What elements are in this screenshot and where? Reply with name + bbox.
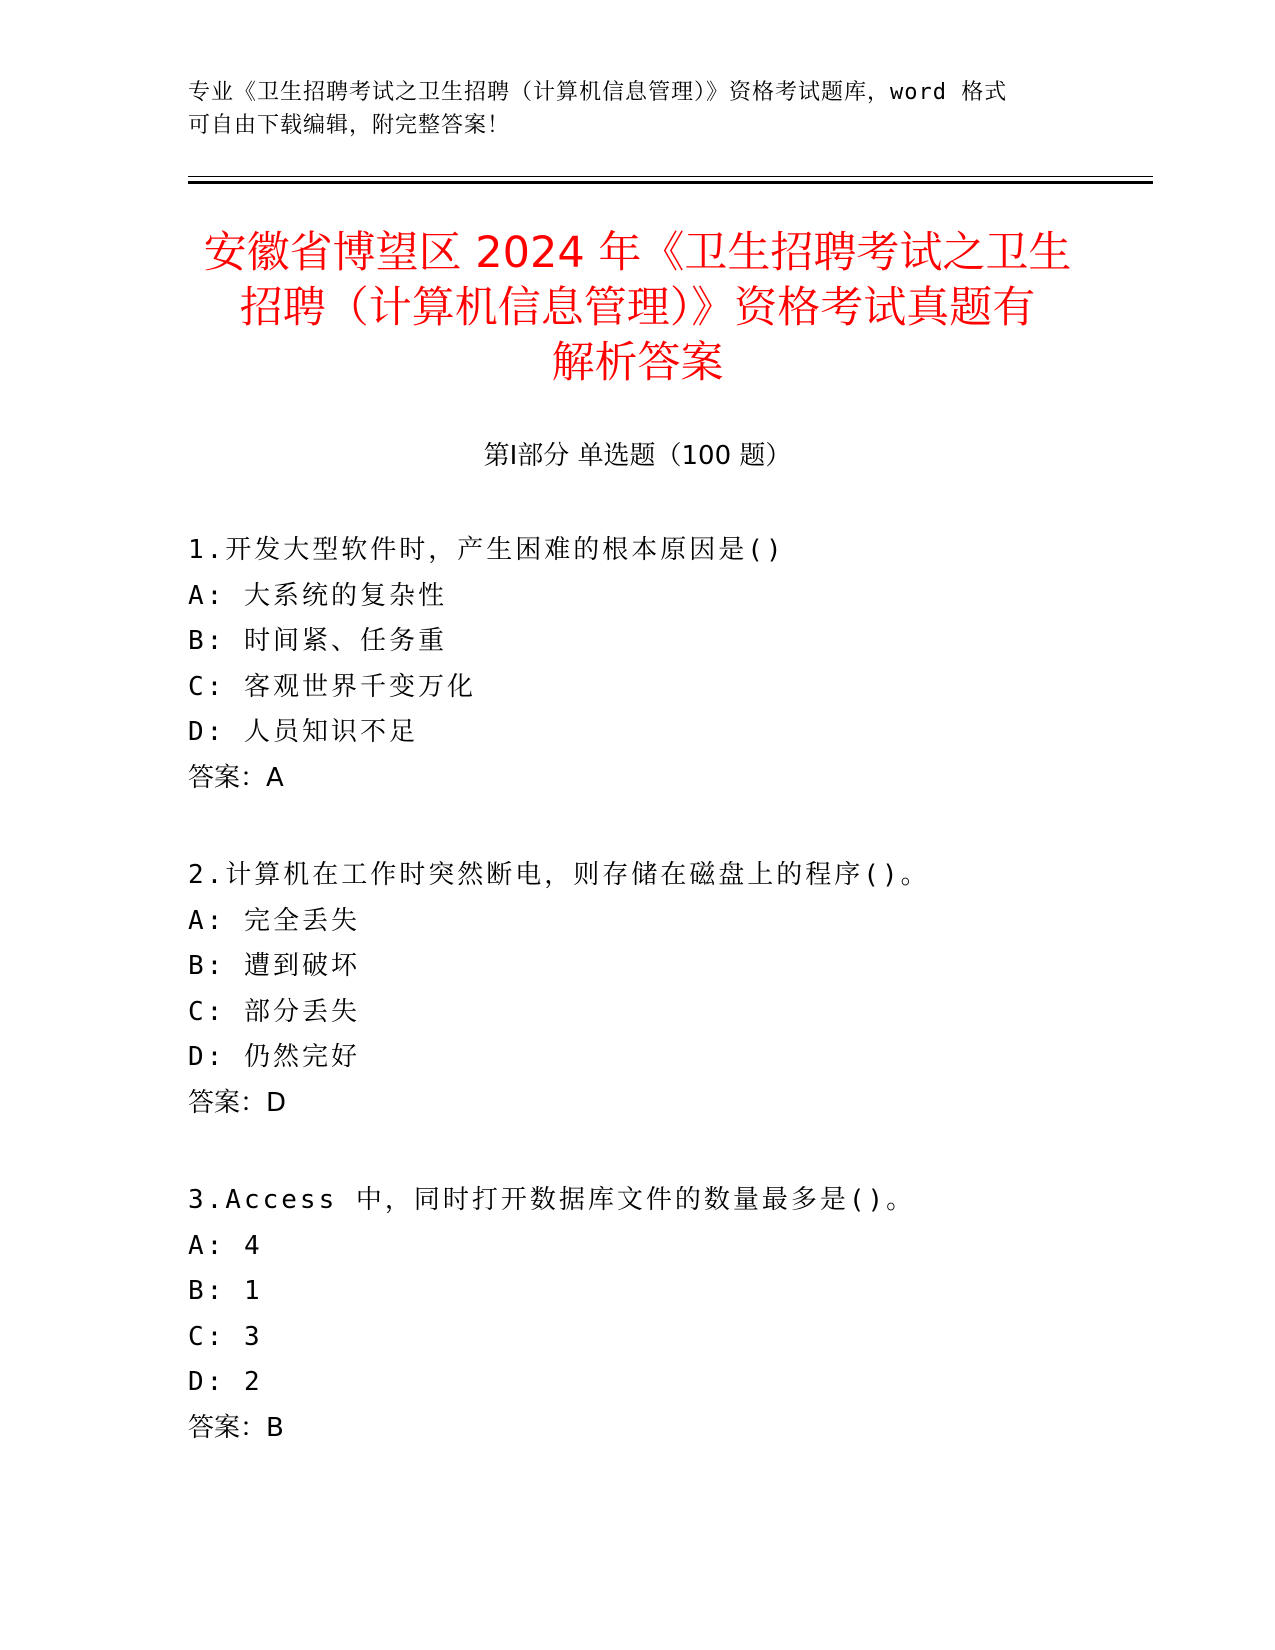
question-answer: 答案：A [188,762,284,793]
header-note-line: 专业《卫生招聘考试之卫生招聘（计算机信息管理）》资格考试题库，word 格式 [188,80,1008,105]
question-stem: 2.计算机在工作时突然断电，则存储在磁盘上的程序()。 [188,860,930,890]
question-stem: 1.开发大型软件时，产生困难的根本原因是() [188,535,785,565]
question-option-b: B: 时间紧、任务重 [188,626,447,656]
question-option-a: A: 4 [188,1230,263,1261]
header-note-line: 可自由下载编辑，附完整答案！ [188,113,511,138]
question-option-b: B: 遭到破坏 [188,951,360,981]
question-answer: 答案：D [188,1087,287,1118]
title-line: 解析答案 [551,338,724,388]
question-list [188,528,1148,1503]
question-stem: 3.Access 中，同时打开数据库文件的数量最多是()。 [188,1185,916,1215]
question-item [188,528,1148,801]
section-heading: 第Ⅰ部分 单选题（100 题） [483,441,792,471]
question-option-a: A: 完全丢失 [188,905,360,936]
header-divider-thin [188,176,1153,177]
question-option-b: B: 1 [188,1276,263,1306]
question-option-c: C: 3 [188,1321,263,1352]
header-note [188,76,1068,142]
question-answer: 答案：B [188,1412,284,1443]
question-option-d: D: 2 [188,1367,263,1397]
question-item [188,1178,1148,1451]
question-option-d: D: 人员知识不足 [188,717,418,747]
title-line: 招聘（计算机信息管理）》资格考试真题有 [239,283,1036,333]
header-divider-thick [188,181,1153,184]
question-option-d: D: 仍然完好 [188,1042,360,1072]
title-line: 安徽省博望区 2024 年《卫生招聘考试之卫生 [203,228,1072,278]
question-option-c: C: 部分丢失 [188,996,360,1027]
question-item [188,853,1148,1126]
question-option-c: C: 客观世界千变万化 [188,671,476,702]
question-option-a: A: 大系统的复杂性 [188,580,447,611]
document-title [170,226,1105,391]
